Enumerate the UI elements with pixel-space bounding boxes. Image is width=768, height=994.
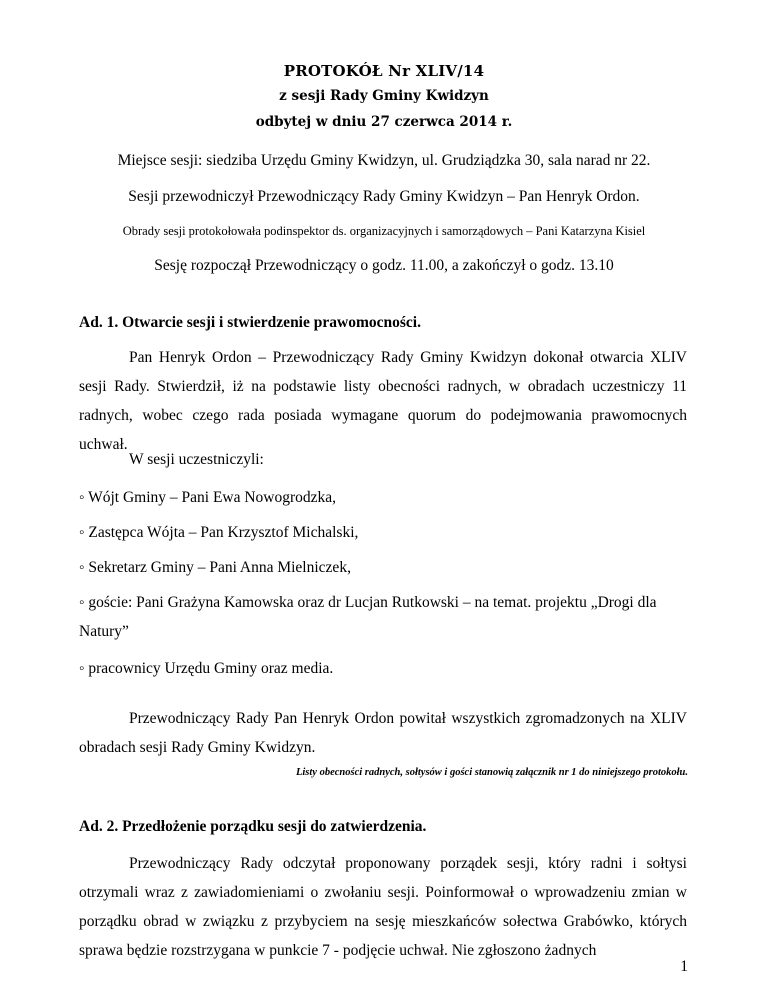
section-1-paragraph-text: Pan Henryk Ordon – Przewodniczący Rady Gminy Kwidzyn dokonał otwarcia XLIV sesji Rady. Stwierdził, iż na podstawie listy obecności radnych, w obradach uczestniczy 11 radnych, wobec czego rada posiada wymagane quorum do podejmowania prawomocnych uchwał. <box>79 349 687 453</box>
section-heading-2: Ad. 2. Przedłożenie porządku sesji do zatwierdzenia. <box>79 818 427 835</box>
participant-item: ◦ Wójt Gminy – Pani Ewa Nowogrodzka, <box>79 489 337 506</box>
document-title: PROTOKÓŁ Nr XLIV/14 <box>283 62 485 80</box>
participants-intro: W sesji uczestniczyli: <box>129 451 264 468</box>
attachment-note: Listy obecności radnych, sołtysów i gości stanowią załącznik nr 1 do niniejszego protokołu. <box>295 767 688 778</box>
greeting-paragraph <box>79 704 687 762</box>
session-times: Sesję rozpoczął Przewodniczący o godz. 11.00, a zakończył o godz. 13.10 <box>154 257 614 274</box>
session-minutes-by: Obrady sesji protokołowała podinspektor ds. organizacyjnych i samorządowych – Pani Katarzyna Kisiel <box>122 224 646 238</box>
session-chair: Sesji przewodniczył Przewodniczący Rady Gminy Kwidzyn – Pan Henryk Ordon. <box>128 188 640 205</box>
participant-item: ◦ goście: Pani Grażyna Kamowska oraz dr Lucjan Rutkowski – na temat. projektu „Drogi dla Natury” <box>79 594 657 640</box>
greeting-paragraph-text: Przewodniczący Rady Pan Henryk Ordon powitał wszystkich zgromadzonych na XLIV obradach sesji Rady Gminy Kwidzyn. <box>79 710 687 756</box>
section-2-paragraph <box>79 849 687 965</box>
participant-item: ◦ pracownicy Urzędu Gminy oraz media. <box>79 660 334 677</box>
section-1-paragraph <box>79 343 687 459</box>
session-location: Miejsce sesji: siedziba Urzędu Gminy Kwidzyn, ul. Grudziądzka 30, sala narad nr 22. <box>117 152 651 169</box>
document-subtitle: z sesji Rady Gminy Kwidzyn <box>279 88 489 104</box>
participant-item: ◦ Sekretarz Gminy – Pani Anna Mielniczek, <box>79 559 351 576</box>
document-date: odbytej w dniu 27 czerwca 2014 r. <box>255 114 513 130</box>
participant-item: ◦ Zastępca Wójta – Pan Krzysztof Michalski, <box>79 524 359 541</box>
page-number: 1 <box>680 958 688 975</box>
section-2-paragraph-text: Przewodniczący Rady odczytał proponowany porządek sesji, który radni i sołtysi otrzymali wraz z zawiadomieniami o zwołaniu sesji. Poinformował o wprowadzeniu zmian w porządku obrad w związku z przybyciem na sesję mieszkańców sołectwa Grabówko, których sprawa będzie rozstrzygana w punkcie 7 - podjęcie uchwał. Nie zgłoszono żadnych <box>79 855 687 959</box>
section-heading-1: Ad. 1. Otwarcie sesji i stwierdzenie prawomocności. <box>79 314 421 331</box>
